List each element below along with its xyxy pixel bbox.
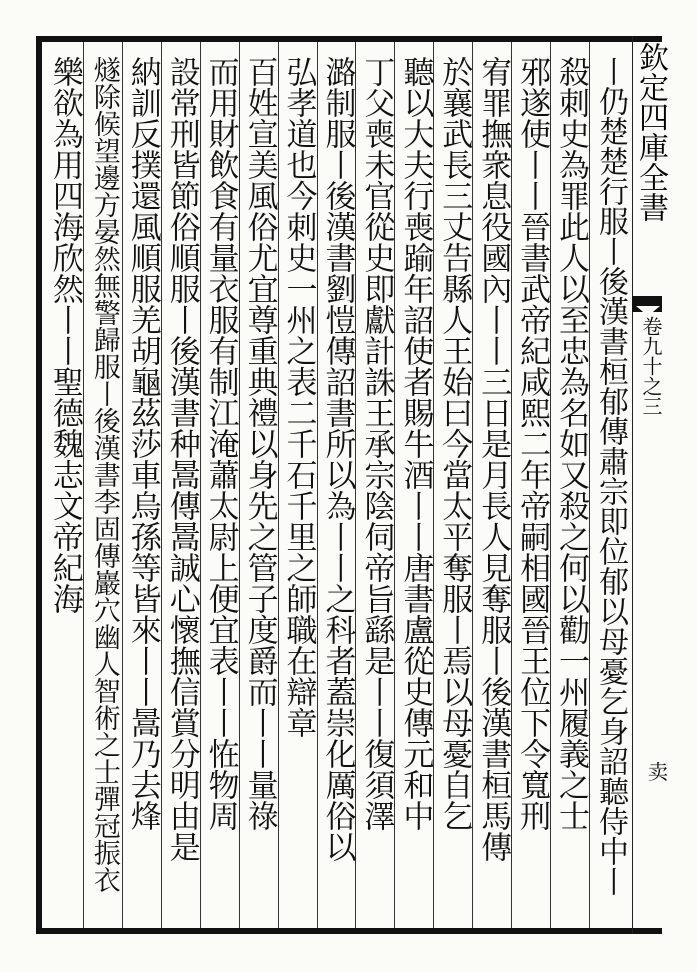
text-column: 燧除候望邊方晏然無警歸服丨後漢書李固傳巖穴幽人智術之士彈冠振衣	[88, 56, 120, 893]
column-rule	[122, 42, 123, 928]
column-rule	[589, 42, 590, 928]
fish-tail-mark	[632, 296, 662, 312]
text-column: 邪遂使丨丨晉書武帝紀咸熙二年帝嗣相國晉王位下令寬刑	[514, 56, 551, 831]
text-column: 丁父喪未官從史即獻計誅王承宗陰伺帝旨繇是丨丨復須澤	[358, 56, 395, 831]
juan-label: 卷九十之三	[639, 316, 663, 416]
column-rule	[511, 42, 512, 928]
text-column: 設常刑皆節俗順服丨後漢書种暠傳暠誠心懷撫信賞分明由是	[163, 56, 200, 862]
text-column: 納訓反撲還風順服羌胡龜茲莎車烏孫等皆來丨丨暠乃去烽	[124, 56, 161, 831]
text-column: 而用財飲食有量衣服有制江淹蕭太尉上便宜表丨丨恠物周	[202, 56, 239, 831]
text-column: 百姓宣美風俗尤宜尊重典禮以身先之管子度爵而丨丨量祿	[241, 56, 278, 831]
column-rule	[433, 42, 434, 928]
text-column: 於襄武長三丈告縣人王始曰今當太平奪服丨焉以母憂自乞	[436, 56, 473, 831]
text-column: 樂欲為用四海欣然丨丨聖德魏志文帝紀海	[46, 56, 83, 614]
text-column: 丨仍楚楚行服丨後漢書桓郁傳肅宗即位郁以母憂乞身詔聽侍中丨	[592, 56, 628, 896]
text-column: 弘孝道也今刺史一州之表二千石千里之師職在辯章	[280, 56, 317, 738]
page-mark: 卖	[648, 760, 668, 784]
column-rule	[83, 42, 84, 928]
text-column: 宥罪撫衆息役國內丨丨三日是月長人見奪服丨後漢書桓馬傳	[475, 56, 512, 862]
column-rule	[472, 42, 473, 928]
book-title: 欽定四庫全書	[633, 42, 668, 222]
column-rule	[394, 42, 395, 928]
column-rule	[355, 42, 356, 928]
text-column: 殺刺史為罪此人以至忠為名如又殺之何以勸一州履義之士	[553, 56, 590, 831]
text-column: 聽以大夫行喪踰年詔使者賜牛酒丨丨唐書盧從史傳元和中	[397, 56, 434, 831]
text-column: 潞制服丨後漢書劉愷傳詔書所以為丨丨之科者蓋崇化厲俗以	[319, 56, 356, 862]
column-rule	[550, 42, 551, 928]
